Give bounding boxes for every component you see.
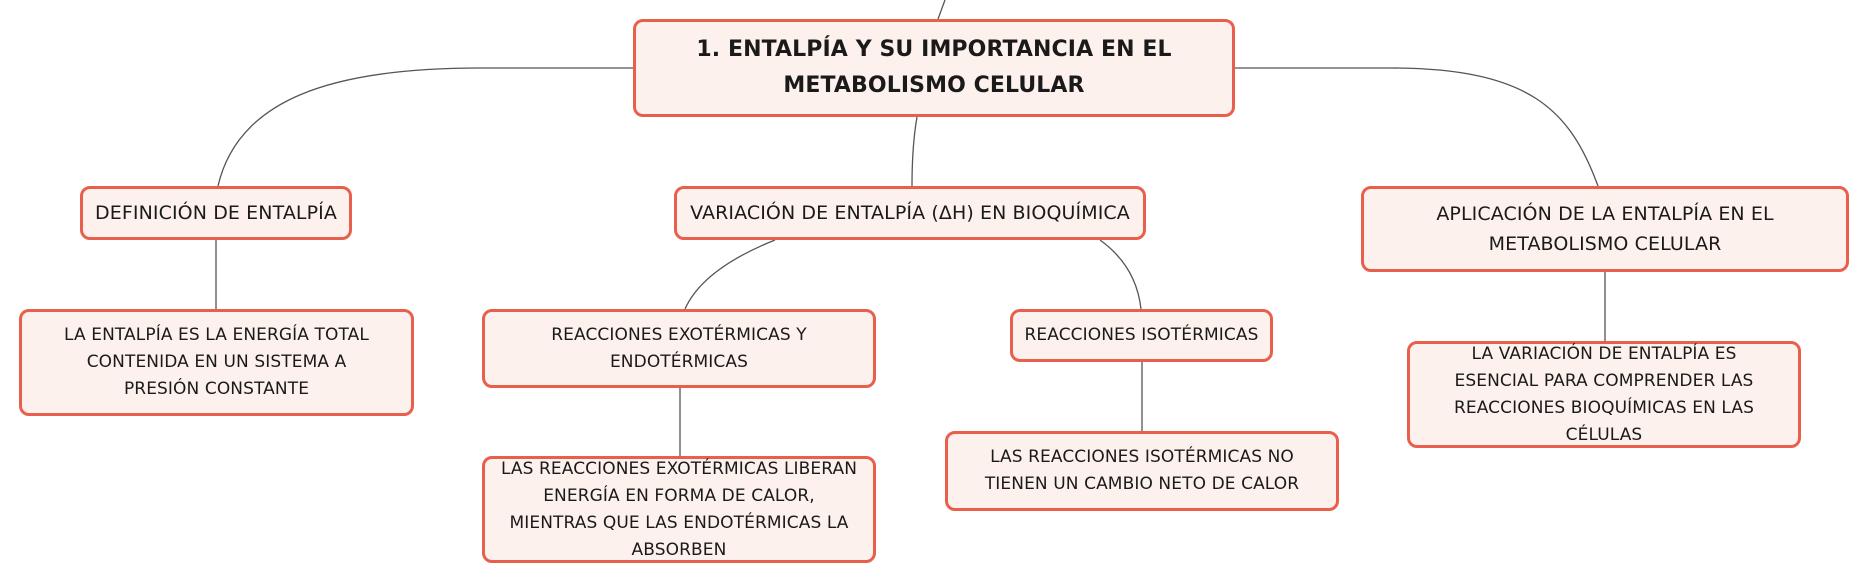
detail-exo-endo-descripcion-text: LAS REACCIONES EXOTÉRMICAS LIBERAN ENERGÍA EN FORMA DE CALOR, MIENTRAS QUE LAS ENDOTÉRMICAS LA ABSORBEN bbox=[500, 458, 858, 560]
topic-definicion-label: DEFINICIÓN DE ENTALPÍA bbox=[95, 202, 337, 224]
connector-parent-to-title bbox=[938, 0, 945, 19]
detail-isotermicas-descripcion[interactable] bbox=[945, 431, 1339, 511]
subtopic-definicion-detalle-text: LA ENTALPÍA ES LA ENERGÍA TOTAL CONTENIDA EN UN SISTEMA A PRESIÓN CONSTANTE bbox=[64, 325, 369, 399]
subtopic-reacciones-isotermicas[interactable] bbox=[1010, 309, 1273, 362]
connector-title-to-definicion bbox=[218, 68, 633, 186]
topic-definicion-entalpia[interactable] bbox=[80, 186, 352, 240]
topic-aplicacion-entalpia[interactable] bbox=[1361, 186, 1849, 272]
subtopic-isotermicas-label: REACCIONES ISOTÉRMICAS bbox=[1024, 325, 1259, 345]
central-topic-text: 1. ENTALPÍA Y SU IMPORTANCIA EN EL METABOLISMO CELULAR bbox=[696, 37, 1172, 98]
topic-variacion-entalpia[interactable] bbox=[674, 186, 1146, 240]
subtopic-definicion-detalle[interactable] bbox=[19, 309, 414, 416]
topic-variacion-label: VARIACIÓN DE ENTALPÍA (ΔH) EN BIOQUÍMICA bbox=[690, 202, 1130, 224]
subtopic-aplicacion-detalle-text: LA VARIACIÓN DE ENTALPÍA ES ESENCIAL PARA COMPRENDER LAS REACCIONES BIOQUÍMICAS EN LAS CÉLULAS bbox=[1454, 343, 1754, 445]
connector-title-to-aplicacion bbox=[1235, 68, 1598, 186]
detail-exo-endo-descripcion[interactable] bbox=[482, 456, 876, 563]
subtopic-aplicacion-detalle[interactable] bbox=[1407, 341, 1801, 448]
subtopic-exo-endo-label: REACCIONES EXOTÉRMICAS Y ENDOTÉRMICAS bbox=[551, 324, 807, 372]
subtopic-reacciones-exo-endo[interactable] bbox=[482, 309, 876, 388]
detail-isotermicas-descripcion-text: LAS REACCIONES ISOTÉRMICAS NO TIENEN UN CAMBIO NETO DE CALOR bbox=[984, 447, 1300, 494]
connector-variacion-to-isotermicas bbox=[1100, 240, 1141, 309]
connector-title-to-variacion bbox=[912, 117, 917, 186]
central-topic-node[interactable] bbox=[633, 19, 1235, 117]
topic-aplicacion-label: APLICACIÓN DE LA ENTALPÍA EN EL METABOLISMO CELULAR bbox=[1436, 203, 1774, 255]
connector-variacion-to-exo-endo bbox=[685, 240, 775, 309]
